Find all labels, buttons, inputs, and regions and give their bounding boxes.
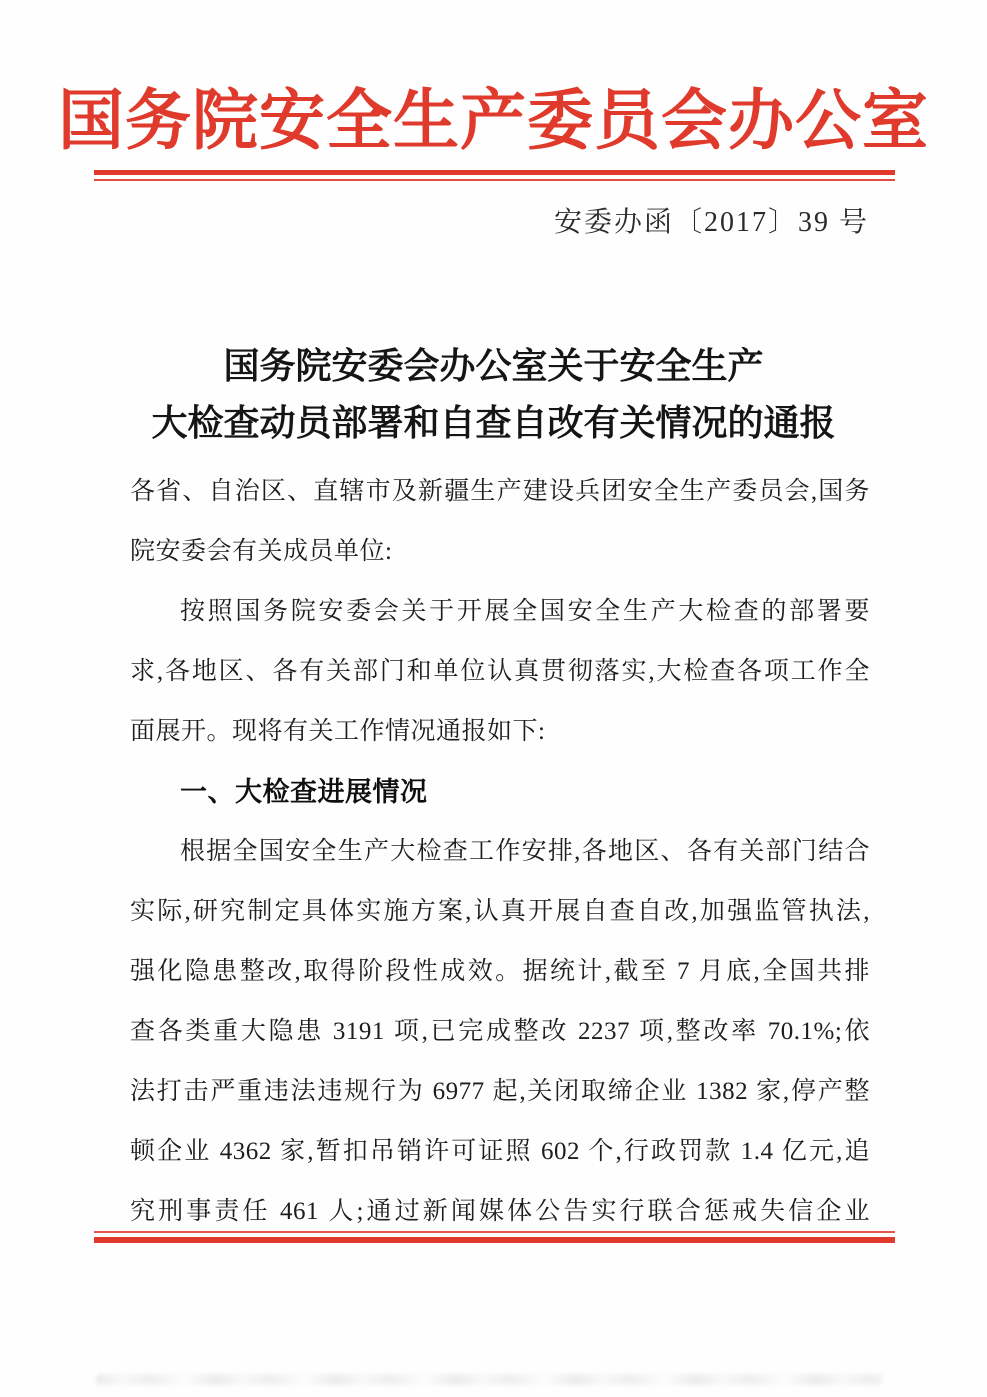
- letterhead-double-rule: [94, 170, 895, 181]
- document-body: [130, 462, 870, 1242]
- document-title-line-1: 国务院安委会办公室关于安全生产: [223, 346, 764, 386]
- section-heading: 一、大检查进展情况: [180, 777, 428, 807]
- body-text-line: 求,各地区、各有关部门和单位认真贯彻落实,大检查各项工作全: [130, 658, 870, 685]
- body-text-line: 法打击严重违法违规行为 6977 起,关闭取缔企业 1382 家,停产整: [130, 1078, 870, 1105]
- body-text-line: 按照国务院安委会关于开展全国安全生产大检查的部署要: [180, 598, 870, 625]
- scan-artifact-strip: [96, 1374, 883, 1385]
- body-text-line: 根据全国安全生产大检查工作安排,各地区、各有关部门结合: [180, 838, 870, 865]
- body-text-line: 各省、自治区、直辖市及新疆生产建设兵团安全生产委员会,国务: [130, 478, 870, 505]
- body-text-line: 实际,研究制定具体实施方案,认真开展自查自改,加强监管执法,: [130, 898, 870, 925]
- document-title: [0, 338, 987, 452]
- body-text-line: 强化隐患整改,取得阶段性成效。据统计,截至 7 月底,全国共排: [130, 958, 870, 985]
- footer-double-rule: [94, 1231, 895, 1243]
- body-text-line: 面展开。现将有关工作情况通报如下:: [130, 718, 546, 745]
- body-text-line: 院安委会有关成员单位:: [130, 538, 393, 565]
- letterhead-agency-title: 国务院安全生产委员会办公室: [58, 85, 929, 158]
- body-text-line: 究刑事责任 461 人;通过新闻媒体公告实行联合惩戒失信企业: [130, 1198, 870, 1225]
- footer-rule-thick: [94, 1237, 895, 1243]
- letterhead-rule-thick: [94, 170, 895, 175]
- footer-rule-thin: [94, 1231, 895, 1233]
- document-number: 安委办函〔2017〕39 号: [553, 207, 869, 238]
- document-title-line-2: 大检查动员部署和自查自改有关情况的通报: [151, 403, 836, 443]
- body-text-line: 顿企业 4362 家,暂扣吊销许可证照 602 个,行政罚款 1.4 亿元,追: [130, 1138, 870, 1165]
- body-text-line: 查各类重大隐患 3191 项,已完成整改 2237 项,整改率 70.1%;依: [130, 1018, 870, 1045]
- letterhead-rule-thin: [94, 179, 895, 181]
